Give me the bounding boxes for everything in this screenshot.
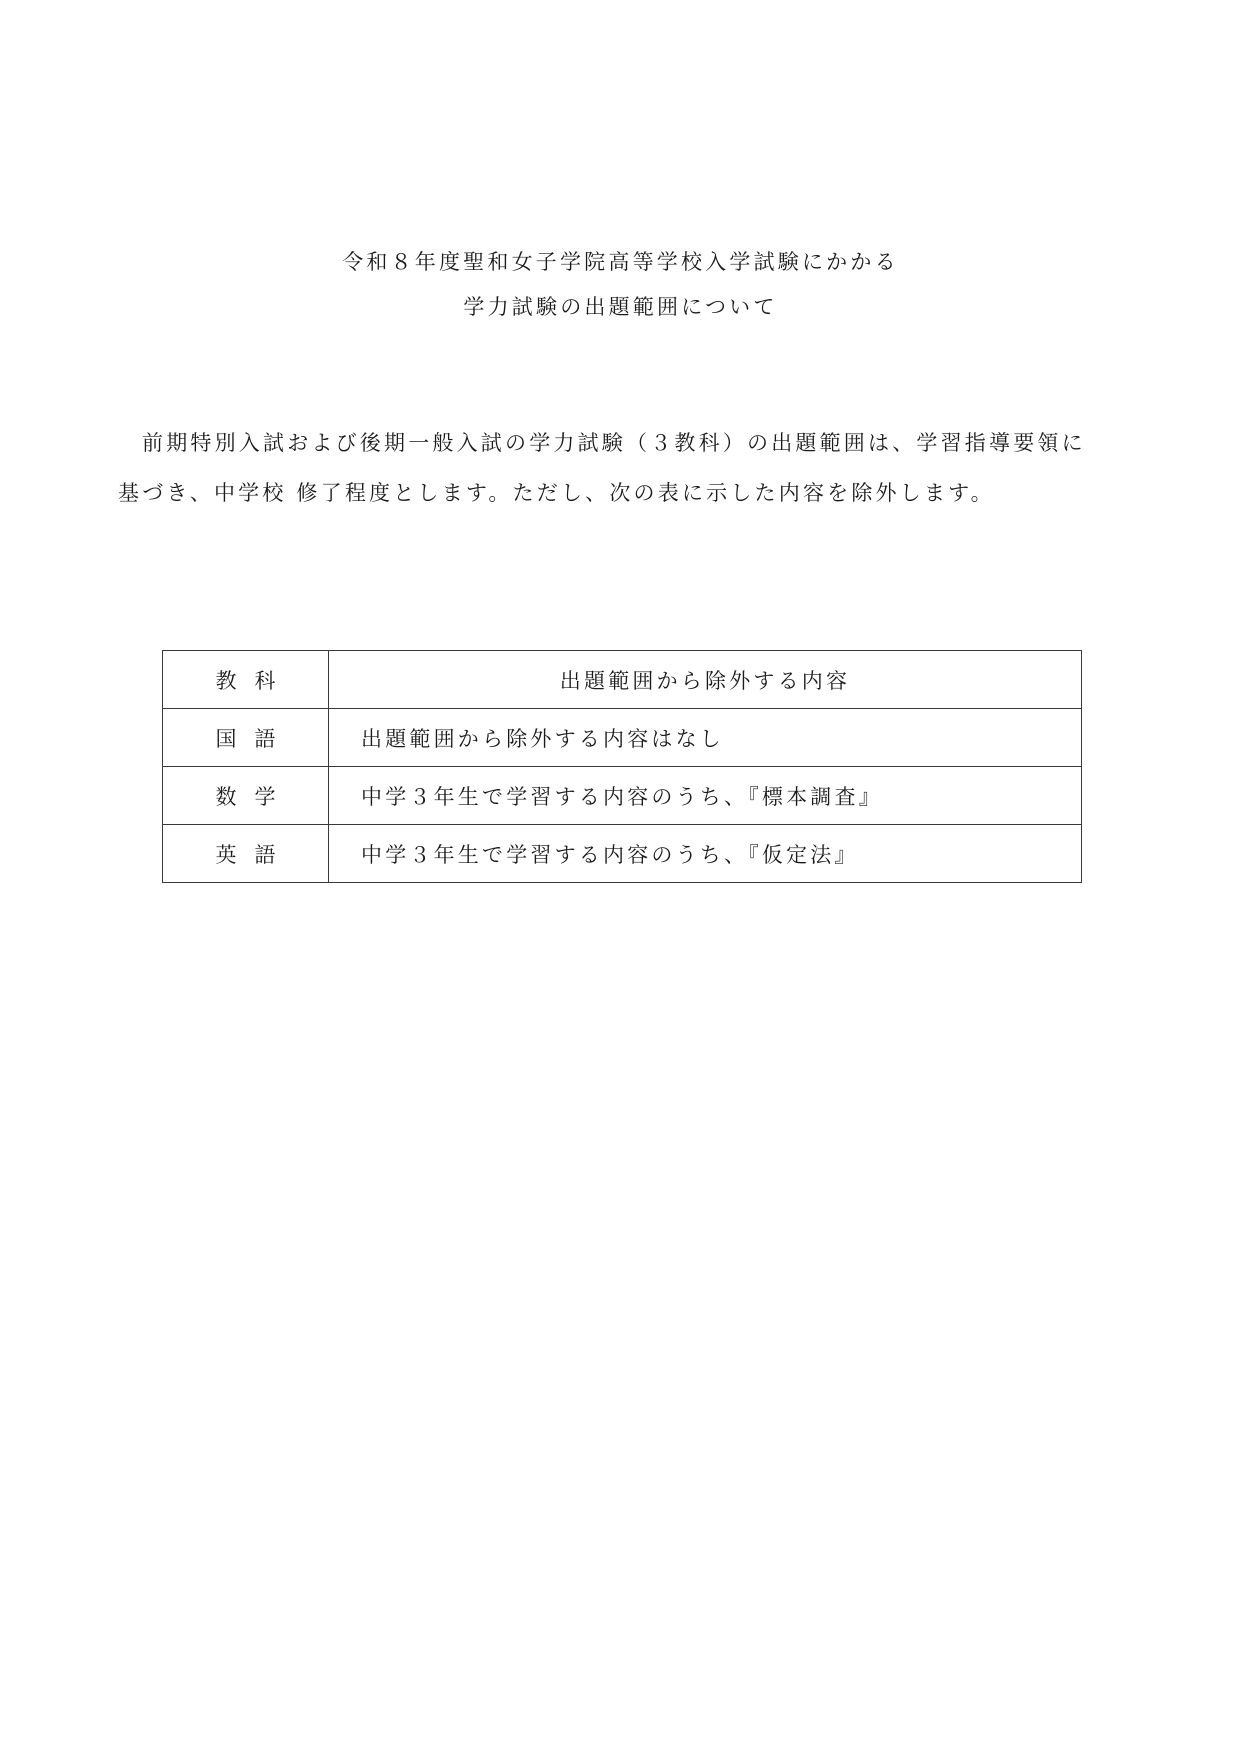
row-excluded-content: 中学３年生で学習する内容のうち、『仮定法』: [329, 825, 1082, 883]
row-excluded-content: 中学３年生で学習する内容のうち、『標本調査』: [329, 767, 1082, 825]
row-excluded-content: 出題範囲から除外する内容はなし: [329, 709, 1082, 767]
intro-paragraph-line-1: 前期特別入試および後期一般入試の学力試験（３教科）の出題範囲は、学習指導要領に: [142, 431, 1086, 455]
document-title-line-1: 令和８年度聖和女子学院高等学校入学試験にかかる: [342, 250, 899, 274]
header-excluded-content: 出題範囲から除外する内容: [329, 651, 1082, 709]
document-title-line-2: 学力試験の出題範囲について: [463, 295, 778, 319]
table-row: [163, 709, 1082, 767]
row-subject: 数学: [163, 767, 329, 825]
row-subject: 国語: [163, 709, 329, 767]
row-subject: 英語: [163, 825, 329, 883]
table-row: [163, 825, 1082, 883]
table-row: [163, 767, 1082, 825]
exclusion-table: [162, 650, 1082, 883]
header-subject: 教科: [163, 651, 329, 709]
table-header-row: [163, 651, 1082, 709]
intro-paragraph-line-2: 基づき、中学校 修了程度とします。ただし、次の表に示した内容を除外します。: [118, 481, 995, 505]
